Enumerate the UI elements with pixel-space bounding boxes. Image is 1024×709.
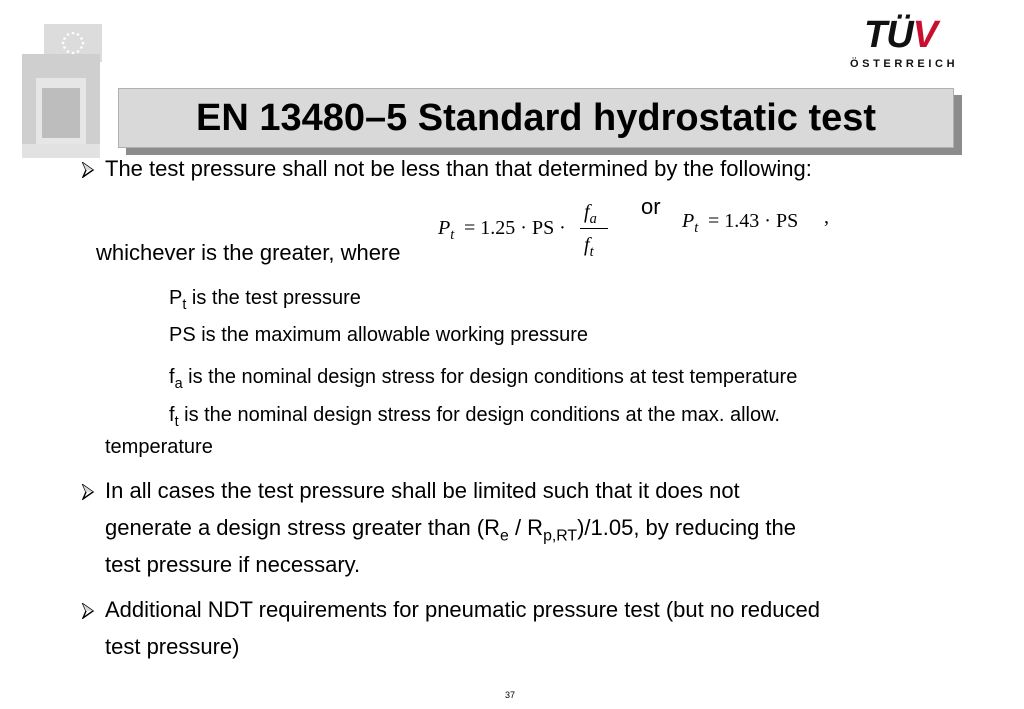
bullet1-text: The test pressure shall not be less than that determined by the following: [105,156,812,181]
fraction-bar [580,228,608,229]
eu-emblem [22,18,100,158]
tuv-logo [846,14,966,74]
bullet2-line1: In all cases the test pressure shall be limited such that it does not [105,478,740,503]
formula2-eq: = 1.43 · PS [708,210,799,232]
eu-building-graphic [22,54,100,158]
logo-wordmark: TÜV [864,14,938,56]
title-bar [118,88,954,148]
formula1-denominator: $f_t$ [584,234,594,261]
formula1-eq: = 1.25 · PS · [464,217,566,239]
bullet3-line2: test pressure) [105,634,240,659]
page-title: EN 13480–5 Standard hydrostatic test [195,96,877,139]
bullet2-line3: test pressure if necessary. [105,552,361,577]
def-ps: PS is the maximum allowable working pressure [169,324,589,346]
formula1-lhs: $P_t$ [438,217,455,244]
arrow-bullet-icon [80,484,96,500]
def-ft: $f_t$ is the nominal design stress for design conditions at the max. allow. [169,404,780,431]
logo-subtitle: ÖSTERREICH [850,58,959,70]
or-label: or [641,194,661,219]
formula1-numerator: $f_a$ [584,201,597,228]
def-pt: $P_t$ is the test pressure [169,287,361,314]
arrow-bullet-icon [80,603,96,619]
formula2-lhs: $P_t$ [682,210,699,237]
eu-stars-icon [58,30,88,56]
page-number: 37 [505,690,516,700]
arrow-bullet-icon [80,162,96,178]
def-ft-continuation: temperature [105,436,213,458]
bullet3-line1: Additional NDT requirements for pneumatic pressure test (but no reduced [105,597,820,622]
formula2-comma: , [824,206,829,228]
whichever-text: whichever is the greater, where [96,240,401,265]
bullet2-line2: generate a design stress greater than $(R_e / R_{p,RT})/1.05$, by reducing the [105,515,796,545]
def-fa: $f_a$ is the nominal design stress for design conditions at test temperature [169,366,798,393]
